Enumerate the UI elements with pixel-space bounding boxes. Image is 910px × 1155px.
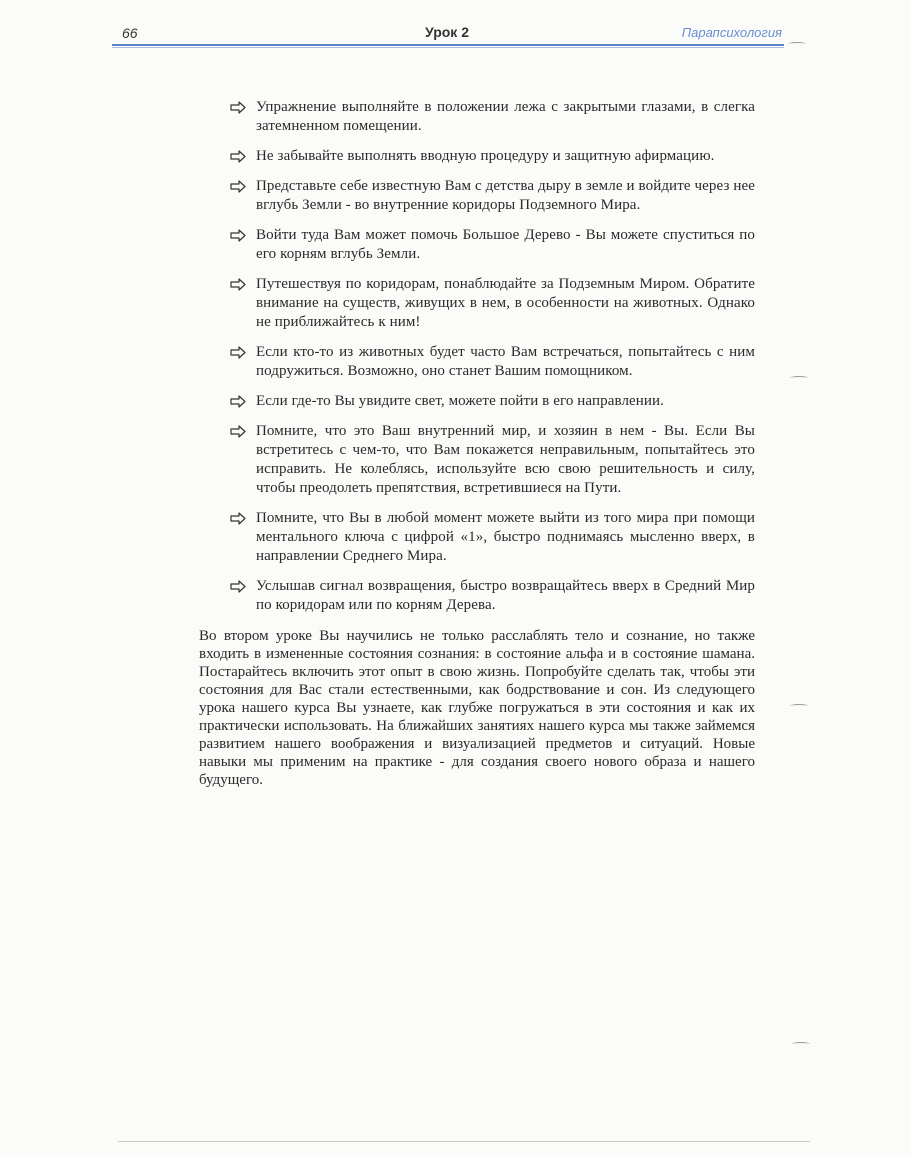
instruction-text: Если кто-то из животных будет часто Вам встречаться, попытайтесь с ним подружиться. Возможно, оно станет Вашим помощником. — [256, 344, 755, 379]
instruction-text: Помните, что это Ваш внутренний мир, и хозяин в нем - Вы. Если Вы встретитесь с чем-то, что Вам покажется неправильным, попытайтесь это исправить. Не колеблясь, используйте всю свою решительность и силу, чтобы преодолеть препятствия, встретившиеся на Пути. — [256, 423, 755, 496]
instruction-item — [229, 275, 755, 332]
instruction-text: Упражнение выполняйте в положении лежа с закрытыми глазами, в слегка затемненном помещении. — [256, 99, 755, 134]
instruction-text: Не забывайте выполнять вводную процедуру и защитную афирмацию. — [256, 148, 715, 164]
instruction-item — [229, 147, 755, 166]
header-rule — [112, 44, 784, 46]
scan-edge-mark — [790, 376, 808, 380]
arrow-right-outline-icon — [229, 275, 249, 294]
arrow-right-outline-icon — [229, 509, 249, 528]
instruction-item — [229, 226, 755, 264]
page-header — [112, 22, 782, 46]
page-number: 66 — [122, 25, 138, 41]
exercise-instructions-list — [229, 98, 755, 626]
instruction-text: Войти туда Вам может помочь Большое Дерево - Вы можете спуститься по его корням вглубь Земли. — [256, 227, 755, 262]
scan-edge-mark — [792, 1042, 810, 1046]
header-rule-secondary — [112, 47, 784, 48]
footer-rule — [118, 1141, 810, 1142]
instruction-text: Путешествуя по коридорам, понаблюдайте за Подземным Миром. Обратите внимание на существ, живущих в нем, в особенности на животных. Однако не приближайтесь к ним! — [256, 276, 755, 330]
arrow-right-outline-icon — [229, 343, 249, 362]
instruction-text: Помните, что Вы в любой момент можете выйти из того мира при помощи ментального ключа с цифрой «1», быстро поднимаясь мысленно вверх, в направлении Среднего Мира. — [256, 510, 755, 564]
arrow-right-outline-icon — [229, 98, 249, 117]
instruction-item — [229, 422, 755, 498]
arrow-right-outline-icon — [229, 392, 249, 411]
instruction-text: Если где-то Вы увидите свет, можете пойти в его направлении. — [256, 393, 665, 409]
arrow-right-outline-icon — [229, 226, 249, 245]
instruction-text: Представьте себе известную Вам с детства дыру в земле и войдите через нее вглубь Земли - во внутренние коридоры Подземного Мира. — [256, 178, 755, 213]
lesson-summary: Во втором уроке Вы научились не только расслаблять тело и сознание, но также входить в измененные состояния сознания: в состояние альфа и в состояние шамана. Постарайтесь включить этот опыт в свою жизнь. Попробуйте сделать так, чтобы эти состояния для Вас стали естественными, как бодрствование и сон. Из следующего урока нашего курса Вы узнаете, как глубже погружаться в эти состояния и как их практически использовать. На ближайших занятиях нашего курса мы также займемся развитием нашего воображения и визуализацией предметов и ситуаций. Новые навыки мы применим на практике - для создания своего нового образа и нашего будущего. — [199, 628, 755, 788]
instruction-item — [229, 509, 755, 566]
instruction-item — [229, 177, 755, 215]
instruction-item — [229, 392, 755, 411]
scan-edge-mark — [788, 42, 806, 46]
subject-title: Парапсихология — [681, 25, 782, 40]
arrow-right-outline-icon — [229, 177, 249, 196]
instruction-item — [229, 98, 755, 136]
arrow-right-outline-icon — [229, 577, 249, 596]
instruction-item — [229, 343, 755, 381]
arrow-right-outline-icon — [229, 147, 249, 166]
arrow-right-outline-icon — [229, 422, 249, 441]
instruction-text: Услышав сигнал возвращения, быстро возвращайтесь вверх в Средний Мир по коридорам или по корням Дерева. — [256, 578, 755, 613]
scan-edge-mark — [790, 704, 808, 708]
instruction-item — [229, 577, 755, 615]
lesson-title: Урок 2 — [425, 24, 469, 40]
